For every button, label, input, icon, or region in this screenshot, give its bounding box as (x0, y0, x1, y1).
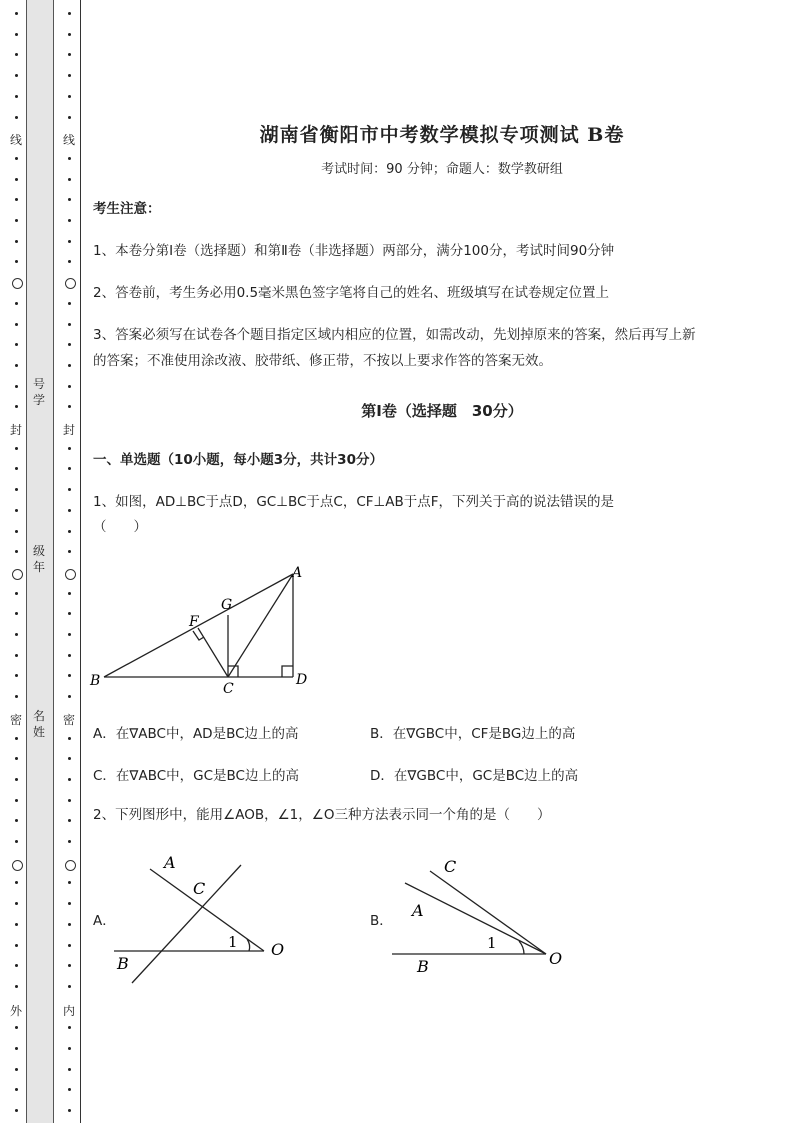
q2a-label-b: B (117, 954, 129, 973)
q1-label-c: C (223, 681, 234, 695)
binding-dot (68, 737, 71, 740)
binding-dot (15, 799, 18, 802)
binding-dot (68, 33, 71, 36)
binding-dot (68, 12, 71, 15)
q2-option-a-label[interactable]: A． (93, 913, 116, 929)
binding-dot (68, 323, 71, 326)
binding-circle (12, 278, 23, 289)
binding-dot (15, 467, 18, 470)
binding-dot (68, 95, 71, 98)
binding-dot (68, 654, 71, 657)
field-char: 年 (32, 560, 45, 574)
inner-label-feng: 封 (62, 423, 75, 437)
binding-dot (68, 1088, 71, 1091)
binding-dot (68, 405, 71, 408)
notice-item-3: 3、答案必须写在试卷各个题目指定区域内相应的位置，如需改动，先划掉原来的答案，然后再写上新 (93, 327, 696, 343)
binding-dot (68, 778, 71, 781)
page-subtitle: 考试时间：90 分钟；命题人：数学教研组 (321, 162, 563, 177)
binding-dot (68, 530, 71, 533)
q1-figure (88, 560, 318, 695)
binding-dot (68, 695, 71, 698)
q2-figure-b (388, 850, 578, 980)
inner-label-xian: 线 (62, 133, 75, 147)
binding-dot (15, 1068, 18, 1071)
binding-dot (15, 819, 18, 822)
binding-dot (15, 923, 18, 926)
binding-dot (68, 964, 71, 967)
q2a-label-o: O (271, 940, 285, 959)
field-char: 姓 (32, 725, 45, 739)
binding-dot (15, 1047, 18, 1050)
q1-label-g: G (221, 597, 233, 613)
binding-dot (15, 219, 18, 222)
binding-dot (15, 405, 18, 408)
binding-dot (15, 447, 18, 450)
notice-item-1: 1、本卷分第Ⅰ卷（选择题）和第Ⅱ卷（非选择题）两部分，满分100分，考试时间90分钟 (93, 243, 615, 259)
binding-dot (68, 157, 71, 160)
binding-dot (68, 840, 71, 843)
binding-dot (15, 944, 18, 947)
field-char: 名 (32, 709, 45, 723)
field-char: 号 (32, 377, 45, 391)
binding-dot (15, 1088, 18, 1091)
binding-dot (15, 654, 18, 657)
binding-dot (15, 364, 18, 367)
name-field[interactable] (26, 708, 52, 740)
binding-dot (68, 116, 71, 119)
binding-dot (15, 240, 18, 243)
binding-dot (15, 157, 18, 160)
binding-dot (68, 74, 71, 77)
binding-dot (15, 509, 18, 512)
q1-label-a: A (292, 565, 303, 581)
q1-paren: （ ） (93, 519, 147, 535)
binding-dot (68, 364, 71, 367)
q2b-label-1: 1 (487, 934, 497, 952)
q2-figure-a (110, 850, 295, 985)
binding-dot (15, 95, 18, 98)
binding-dot (15, 12, 18, 15)
q2-option-b-label[interactable]: B． (370, 913, 393, 929)
binding-dot (15, 592, 18, 595)
binding-dot (68, 447, 71, 450)
binding-dot (15, 1109, 18, 1112)
field-char: 学 (32, 393, 45, 407)
binding-dot (15, 385, 18, 388)
binding-dot (15, 116, 18, 119)
page-title: 湖南省衡阳市中考数学模拟专项测试 B卷 (259, 124, 625, 146)
field-char: 级 (32, 544, 45, 558)
binding-dot (68, 509, 71, 512)
binding-dot (68, 592, 71, 595)
q1-option-a[interactable]: A．在∇ABC中，AD是BC边上的高 (93, 726, 299, 742)
binding-circle (12, 860, 23, 871)
q2b-label-o: O (549, 949, 563, 968)
binding-circle (65, 278, 76, 289)
binding-dot (68, 674, 71, 677)
q2-stem: 2、下列图形中，能用∠AOB，∠1，∠O三种方法表示同一个角的是（ ） (93, 807, 551, 823)
binding-dot (15, 53, 18, 56)
binding-dot (15, 985, 18, 988)
binding-dot (68, 467, 71, 470)
binding-dot (68, 1047, 71, 1050)
binding-dot (68, 799, 71, 802)
q1-option-d[interactable]: D．在∇GBC中，GC是BC边上的高 (370, 768, 579, 784)
binding-dot (15, 260, 18, 263)
student-number-field[interactable] (26, 376, 52, 408)
binding-dot (68, 53, 71, 56)
binding-dot (15, 695, 18, 698)
q2b-label-c: C (444, 857, 457, 876)
binding-dot (15, 1026, 18, 1029)
binding-dot (15, 633, 18, 636)
notice-item-2: 2、答卷前，考生务必用0.5毫米黑色签字笔将自己的姓名、班级填写在试卷规定位置上 (93, 285, 610, 301)
binding-dot (15, 881, 18, 884)
q2a-label-c: C (193, 879, 206, 898)
outer-label-xian: 线 (9, 133, 22, 147)
binding-circle (65, 860, 76, 871)
outer-label-mi: 密 (9, 713, 22, 727)
q1-label-b: B (90, 673, 101, 689)
binding-dot (68, 240, 71, 243)
binding-dot (68, 985, 71, 988)
outer-label-wai: 外 (9, 1004, 22, 1018)
binding-dot (68, 178, 71, 181)
binding-dot (68, 1109, 71, 1112)
binding-dot (68, 881, 71, 884)
binding-dot (15, 778, 18, 781)
binding-dot (15, 550, 18, 553)
binding-dot (15, 343, 18, 346)
binding-dot (68, 550, 71, 553)
binding-dot (15, 33, 18, 36)
binding-dot (15, 178, 18, 181)
binding-dot (68, 944, 71, 947)
q2b-label-b: B (417, 957, 429, 976)
binding-dot (15, 964, 18, 967)
inner-label-nei: 内 (62, 1004, 75, 1018)
binding-dot (68, 385, 71, 388)
binding-dot (15, 674, 18, 677)
notice-item-3-cont: 的答案；不准使用涂改液、胶带纸、修正带，不按以上要求作答的答案无效。 (93, 353, 552, 369)
binding-margin (0, 0, 84, 1123)
binding-dot (68, 633, 71, 636)
q1-label-d: D (296, 672, 308, 688)
binding-dot (15, 488, 18, 491)
section1-title: 一、单选题（10小题，每小题3分，共计30分） (93, 452, 383, 468)
grade-field[interactable] (26, 543, 52, 575)
q1-stem: 1、如图，AD⊥BC于点D，GC⊥BC于点C，CF⊥AB于点F，下列关于高的说法错误的是 (93, 494, 615, 510)
notice-heading: 考生注意： (93, 201, 161, 217)
binding-dot (15, 530, 18, 533)
binding-dot (15, 74, 18, 77)
binding-dot (68, 302, 71, 305)
binding-dot (68, 219, 71, 222)
binding-dot (68, 902, 71, 905)
binding-dot (15, 902, 18, 905)
q2a-label-a: A (164, 853, 176, 872)
binding-dot (15, 302, 18, 305)
binding-dot (68, 1068, 71, 1071)
binding-dot (68, 198, 71, 201)
binding-dot (15, 612, 18, 615)
binding-dot (68, 923, 71, 926)
q2b-label-a: A (412, 901, 424, 920)
binding-circle (65, 569, 76, 580)
binding-dot (68, 488, 71, 491)
binding-circle (12, 569, 23, 580)
binding-dot (15, 198, 18, 201)
binding-dot (15, 323, 18, 326)
binding-dot (15, 737, 18, 740)
binding-dot (15, 757, 18, 760)
part1-title: 第Ⅰ卷（选择题 30分） (361, 402, 523, 420)
q1-option-c[interactable]: C．在∇ABC中，GC是BC边上的高 (93, 768, 299, 784)
binding-dot (15, 840, 18, 843)
binding-dot (68, 612, 71, 615)
inner-label-mi: 密 (62, 713, 75, 727)
q1-label-f: F (189, 614, 199, 630)
binding-dot (68, 819, 71, 822)
binding-dot (68, 757, 71, 760)
q2a-label-1: 1 (228, 933, 238, 951)
outer-label-feng: 封 (9, 423, 22, 437)
binding-dot (68, 1026, 71, 1029)
q1-option-b[interactable]: B．在∇GBC中，CF是BG边上的高 (370, 726, 576, 742)
binding-dot (68, 260, 71, 263)
binding-line (80, 0, 81, 1123)
binding-dot (68, 343, 71, 346)
